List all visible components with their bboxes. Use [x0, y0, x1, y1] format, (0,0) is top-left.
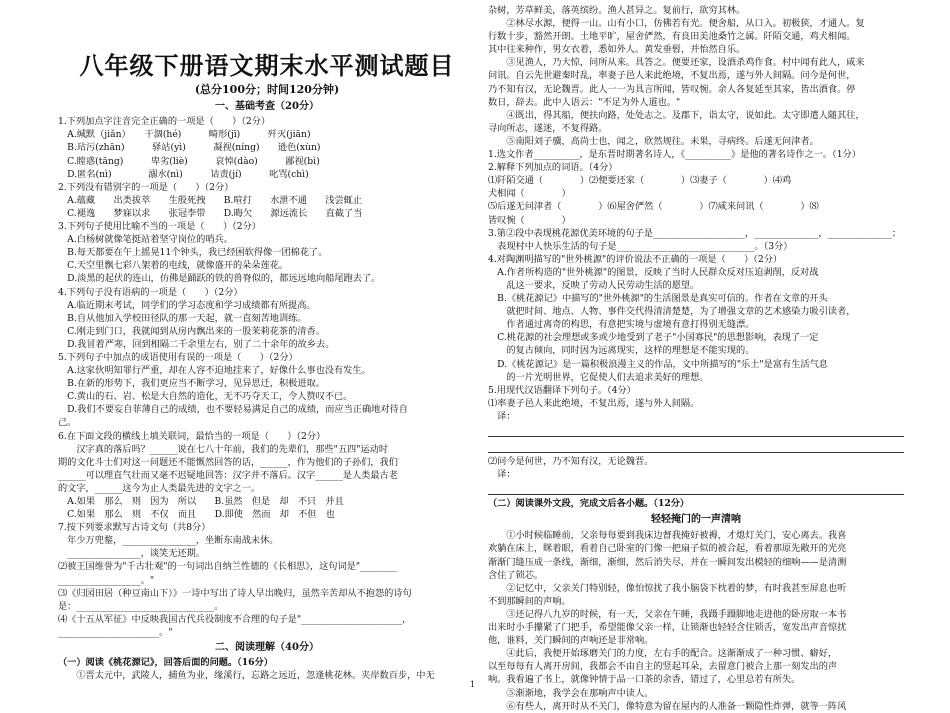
right-text-line: 响。我看遍了书上，就像钟情于品一口茶的余香，错过了，心里总若有所失。	[488, 674, 801, 686]
left-text-line: 3.下列句子使用比喻不当的一项是（ ）（2分）	[58, 221, 261, 233]
right-text-line: ⑴阡陌交通（ ）⑵便要还家（ ）⑶妻子（ ）⑷鸡	[488, 175, 792, 187]
left-text-line: ⑶《归园田居（种豆南山下）》一诗中写出了诗人早出晚归，虽然辛苦却从不抱怨的诗句	[58, 587, 412, 599]
right-text-line: 不到那瞬间的声响。	[488, 595, 571, 607]
right-text-line: ③还记得八九岁的时候，有一天，父亲在午睡，我蹑手蹑脚地走进他的卧房取一本书	[488, 608, 847, 620]
right-text-line: 以至每每有人离开房间，我都会不由自主的竖起耳朵，去留意门被合上那一刻发出的声	[488, 661, 838, 673]
left-text-line: B.在新的形势下，我们更应当不断学习，见异思迁，积极进取。	[58, 378, 325, 390]
left-text-line: （一）阅读《桃花源记》，回答后面的问题。（16分）	[58, 657, 273, 669]
right-text-line: 渐渐门缝压成一条线，渐细，渐细，然后消失尽，并在一瞬间发出模轻的细响——是清测	[488, 556, 847, 568]
answer-blank-line	[488, 482, 904, 495]
left-text-line: D.淡黑的起伏的连山，仿佛是踊跃的铁的兽脊似的，都远远地向船尾跑去了。	[58, 273, 381, 285]
left-text-line: 一、基础考查（20分）	[215, 101, 319, 113]
right-text-line: 译：	[488, 469, 516, 481]
right-text-line: ⑴率妻子邑人来此绝境，不复出焉，遂与外人间隔。	[488, 397, 700, 409]
left-text-line: C.如果 那么 则 不仅 而且 D.即使 然而 却 不但 也	[58, 509, 335, 521]
left-text-line: 己。	[58, 417, 77, 429]
right-text-line: B.《桃花源记》中描写的"世外桃源"的生活图景是真实可信的。作者在文章的开头	[488, 293, 828, 305]
left-column	[58, 30, 476, 682]
left-text-line: 7.按下列要求默写古诗文句（共8分）	[58, 522, 211, 534]
left-text-line: A.白杨树就像笔挺站着坚守岗位的哨兵。	[58, 234, 233, 246]
left-text-line: B.自从他加入学校田径队的那一天起，就一直刻苦地训练。	[58, 312, 307, 324]
right-text-line: ③见渔人，乃大惊，问所从来。具答之。便要还家，设酒杀鸡作食。村中闻有此人，咸来	[488, 57, 865, 69]
left-text-line: D.我们不要妄自菲薄自己的成绩，也不要轻易满足自己的成绩，而应当正确地对待自	[58, 404, 408, 416]
right-text-line: 欢躺在床上，眯着眼，看着自己卧室的门像一把扇子似的被合起，看着那原先敞开的光亮	[488, 543, 847, 555]
right-text-line: 2.解释下列加点的词语。（4分）	[488, 162, 618, 174]
left-text-line: C.瞠惑(tāng) 卑劣(liè) 哀悼(dào) 鄙视(bì)	[58, 155, 320, 167]
right-text-line: 他，谁料，关门瞬间的声响还是非常响。	[488, 635, 654, 647]
left-text-line: C.黄山的石、岩、松是大自然的造化，无不巧夺天工，令人赞叹不已。	[58, 391, 353, 403]
left-text-line: 1.下列加点字注音完全正确的一项是（ ）（2分）	[58, 116, 271, 128]
right-text-line: 乱这一要求，反映了劳动人民劳动生活的愿望。	[488, 279, 700, 291]
left-text-line: ________________，谈笑无还期。	[58, 548, 205, 560]
right-text-line: ②记忆中，父亲关门特别轻，像怕惊扰了我小脑袋下枕着的梦，有时我甚至屏息也听	[488, 582, 847, 594]
page-subtitle: (总分100分；时间120分钟)	[194, 83, 340, 97]
left-text-line: 的文字，______这今为止人类最先进的文字之一。	[58, 482, 261, 494]
left-text-line: 6.在下面文段的横线上填关联词，最恰当的一项是（ ）（2分）	[58, 430, 326, 442]
right-text-line: ⑥有些人，离开时从不关门，像特意为留在屋内的人准备一颗隐性炸弹，就等一阵风	[488, 700, 847, 712]
right-text-line: 5.用现代汉语翻译下列句子。（4分）	[488, 384, 636, 396]
left-text-line: 年少万兜鍪，________________，坐断东南战未休。	[58, 535, 279, 547]
left-text-line: C.褪逸 梦寐以求 张冠李带 D.晦欠 源远流长 直截了当	[58, 207, 363, 219]
right-text-line: 寻向所志，遂迷，不复得路。	[488, 122, 608, 134]
page-title: 八年级下册语文期末水平测试题目	[79, 52, 455, 80]
right-text-line: 1.选文作者__________，是东晋时期著名诗人，《__________》是他的著名诗作之一。（1分）	[488, 149, 861, 161]
right-text-line: ②林尽水源，便得一山。山有小口，仿佛若有光。便舍船，从口入。初极狭，才通人。复	[488, 18, 865, 30]
right-text-line: ④既出，得其船，便扶向路，处处志之。及郡下，诣太守，说如此。太守即遣人随其往，	[488, 109, 865, 121]
left-text-line: ______________________。"	[58, 626, 173, 638]
left-text-line: D.匿名(nì) 溺水(nì) 诘责(jí) 叱骂(chì)	[58, 168, 309, 180]
left-text-line: 4.下列句子没有语病的一项是（ ）（2分）	[58, 286, 243, 298]
left-text-line: B.每天都要在午上摇晃11个钟头，我已经困软得像一团棉花了。	[58, 247, 328, 259]
left-text-line: ①晋太元中，武陵人，捕鱼为业，缘溪行，忘路之远近，忽逢桃花林。夹岸数百步，中无	[58, 670, 435, 682]
right-text-line: 表现村中人快乐生活的句子是______________________________。（3分）	[488, 240, 793, 252]
left-text-line: C.刚走到门口，我就闻到从房内飘出来的一股茉莉花茶的清香。	[58, 325, 325, 337]
right-text-line: 作者通过离奇的构思，有意把实境与虚境有意打得别无缝漂。	[488, 319, 755, 331]
left-text-line: ⑷《十五从军征》中反映我国古代兵役制度不合理的句子是"______________________，	[58, 613, 412, 625]
left-text-line: A.蕴藏 出类拔萃 生殷死拽 B.喧打 水泄不通 浅尝辄止	[58, 194, 363, 206]
right-text-line: 皆叹惋（ ）	[488, 214, 571, 226]
right-text-line: 4.对陶渊明描写的"世外桃源"的评价说法不正确的一项是（ ）（2分）	[488, 253, 783, 265]
right-text-line: D.《桃花源记》是一篇积极浪漫主义的作品，文中所描写的"乐土"是富有生活气息	[488, 358, 828, 370]
left-text-line: A.如果 那么 则 因为 所以 B.虽然 但是 却 不只 并且	[58, 496, 344, 507]
right-text-line: 的复古倾向，同时因为远离现实，这样的理想是不能实现的。	[488, 345, 755, 357]
right-text-line: 其中往来种作，男女衣着，悉如外人。黄发垂髫，并怡然自乐。	[488, 44, 746, 56]
left-text-line: 是：______________________________。	[58, 600, 224, 612]
right-text-line: 译：	[488, 410, 516, 422]
right-text-line: 问讯。自云先世避秦时乱，率妻子邑人来此绝境，不复出焉，遂与外人间隔。问今是何世，	[488, 70, 856, 82]
right-column	[488, 4, 904, 713]
right-text-line: 出来时小手攥紧了门把手，希望能像父亲一样，让锁渐也轻轻含住锁舌，宽发出声音惊扰	[488, 622, 847, 634]
right-text-line: 就把时间、地点、人物、事件交代得清清楚楚，为了增强文章的艺术感染力吸引读者，	[488, 306, 856, 318]
left-text-line: B.玷污(zhān) 驿站(yì) 凝视(níng) 逊色(xùn)	[58, 142, 321, 154]
right-text-line: ④此后，我便开始琢磨关门的力度，左右手的配合。这渐渐成了一种习惯、癖好，	[488, 648, 838, 660]
left-text-line: ⑵被王国维誉为"千古壮观"的一句词出自纳兰性德的《长相思》，这句词是"________	[58, 561, 397, 573]
left-text-line: A.缄默（jiǎn） 干涸(hé) 畸形(jī) 歼灭(jiān)	[58, 129, 311, 141]
answer-blank-line	[488, 440, 904, 453]
left-text-line: 5.下列句子中加点的成语使用有误的一项是（ ）（2分）	[58, 351, 298, 363]
left-text-line: ______可以理直气壮而又毫不迟疑地回答：汉字并不落后。汉字______是人类最古老	[58, 469, 398, 481]
left-text-line: C.天空里飘七彩八架着的电线，就像盛开的朵朵莲花。	[58, 260, 289, 272]
right-text-line: C.桃花源的社会理想或多或少地受到了老子"小国寡民"的思想影响，表现了一定	[488, 332, 819, 344]
right-text-line: （二）阅读课外文段，完成文后各小题。（12分）	[488, 498, 690, 510]
right-text-line: ⑵问今是何世，乃不知有汉，无论魏晋。	[488, 456, 654, 467]
left-text-line: 汉字真的落后吗？______说在七八十年前，我们的先辈们，那些"五四"运动时	[58, 443, 389, 455]
page-number: 1	[470, 680, 476, 689]
right-text-line: A.作者所构造的"世外桃源"的图景，反映了当时人民群众反对压迫剥削，反对战	[488, 266, 819, 278]
left-text-line: 二、阅读理解（40分）	[215, 642, 319, 654]
left-text-line: 期的文化斗士们对这一问题还不能慨然回答的话，______，作为他们的子孙们，我们	[58, 456, 398, 468]
answer-blank-line	[488, 424, 904, 437]
right-text-line: 乃不知有汉，无论魏晋。此人一一为具言所闻，皆叹惋。余人各复延至其家，皆出酒食。停	[488, 83, 856, 95]
right-text-line: ⑤渐渐地，我学会在那响声中读人。	[488, 687, 654, 699]
left-text-line: A.这家伙明知罪行严重，却在人容不迫地挂来了，好像什么事也没有发生。	[58, 365, 371, 377]
right-text-line: 杂树，芳草鲜美，落英缤纷。渔人甚异之。复前行，欲穷其林。	[488, 5, 746, 16]
right-text-line: 轻轻掩门的一声清响	[651, 514, 741, 526]
right-text-line: 的一片光明世界，它促使人们去追求美好的理想。	[488, 371, 709, 383]
right-text-line: ⑤南阳刘子骥，高尚士也，闻之，欣然规往。未果，寻病终。后遂无问津者。	[488, 135, 819, 147]
right-text-line: 犬相闻（ ）	[488, 188, 571, 200]
right-text-line: ⑸后遂无问津者（ ）⑹屋舍俨然（ ）⑺咸来问讯（ ）⑻	[488, 201, 819, 213]
left-text-line: A.临近期末考试，同学们的学习态度和学习成绩都有所提高。	[58, 299, 316, 311]
right-text-line: 含住了锁芯。	[488, 569, 544, 581]
left-text-line: 2.下列没有错别字的一项是（ ）（2分）	[58, 181, 234, 193]
right-text-line: 数日，辞去。此中人语云："不足为外人道也。"	[488, 96, 681, 108]
right-text-line: 3.第②段中表现桃花源优美环境的句子是____________________，______________，______________；	[488, 227, 902, 239]
left-text-line: __________________。"	[58, 574, 155, 586]
left-text-line: D.我冒着严寒，回到相隔二千余里左右，别了二十余年的故乡去。	[58, 338, 335, 350]
right-text-line: 行数十步，豁然开朗。土地平旷，屋舍俨然，有良田美池桑竹之属。阡陌交通，鸡犬相闻。	[488, 31, 856, 43]
right-text-line: ①小时候临睡前，父亲每每要到我床边督我掩好被褥，才熄灯关门，安心离去。我喜	[488, 530, 847, 542]
